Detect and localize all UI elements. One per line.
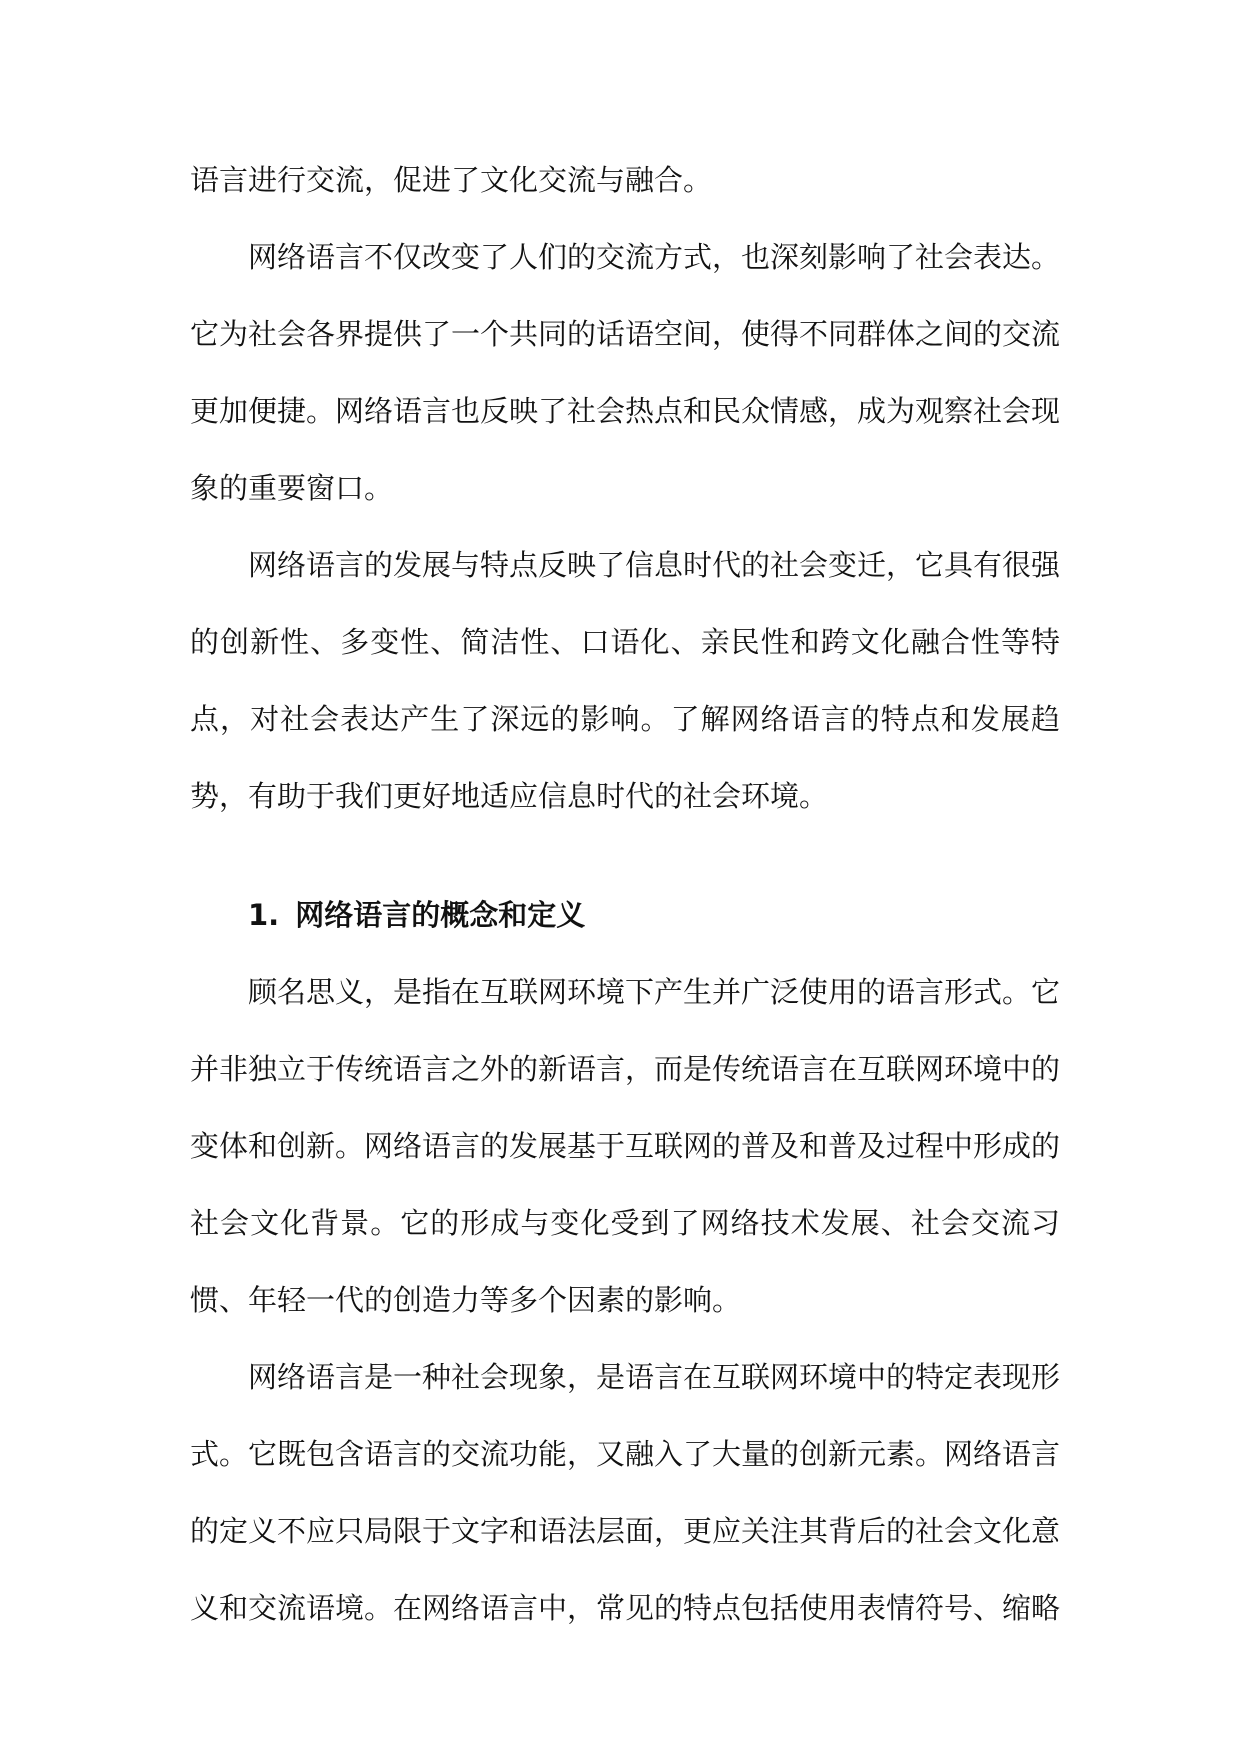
paragraph: 网络语言的发展与特点反映了信息时代的社会变迁，它具有很强的创新性、多变性、简洁性、口语化、亲民性和跨文化融合性等特点，对社会表达产生了深远的影响。了解网络语言的特点和发展趋势，有助于我们更好地适应信息时代的社会环境。 (190, 548, 1061, 813)
section-title: 网络语言的概念和定义 (295, 898, 586, 932)
paragraph-continuation: 语言进行交流，促进了文化交流与融合。 (190, 163, 713, 197)
paragraph: 网络语言是一种社会现象，是语言在互联网环境中的特定表现形式。它既包含语言的交流功能，又融入了大量的创新元素。网络语言的定义不应只局限于文字和语法层面，更应关注其背后的社会文化意义和交流语境。在网络语言中，常见的特点包括使用表情符号、缩略 (190, 1360, 1061, 1625)
paragraph: 网络语言不仅改变了人们的交流方式，也深刻影响了社会表达。它为社会各界提供了一个共同的话语空间，使得不同群体之间的交流更加便捷。网络语言也反映了社会热点和民众情感，成为观察社会现象的重要窗口。 (190, 240, 1061, 505)
section-heading (190, 877, 1060, 954)
section-number: 1. (248, 898, 280, 932)
document-body (190, 142, 1060, 1647)
paragraph: 顾名思义，是指在互联网环境下产生并广泛使用的语言形式。它并非独立于传统语言之外的新语言，而是传统语言在互联网环境中的变体和创新。网络语言的发展基于互联网的普及和普及过程中形成的社会文化背景。它的形成与变化受到了网络技术发展、社会交流习惯、年轻一代的创造力等多个因素的影响。 (190, 975, 1061, 1317)
